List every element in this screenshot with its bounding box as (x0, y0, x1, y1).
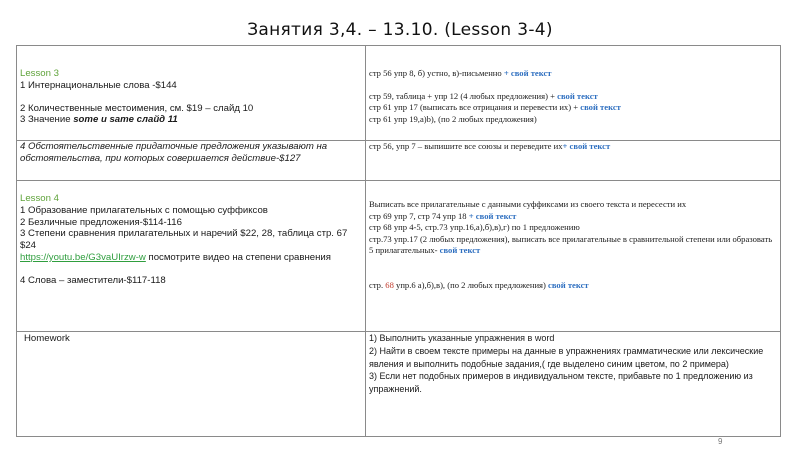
page-number: 9 (718, 437, 723, 446)
lesson-4-exercise-b (369, 211, 777, 223)
lesson-4-topic-3-page: $24 (20, 240, 37, 252)
own-text-marker: свой текст (548, 279, 589, 290)
exercise-text: стр.73 упр.17 (2 любых предложения), выписать все прилагательные в сравнительной степени или образовать 5 прилагательных- (369, 233, 773, 256)
own-text-marker: + свой текст (503, 68, 552, 78)
table-row-homework (17, 332, 781, 437)
lesson-table (16, 45, 781, 437)
highlighted-page-number: 68 (385, 279, 394, 290)
exercise-text: стр. (369, 279, 386, 290)
lesson-3-topic-3-emphasis: some и same слайд 11 (73, 114, 178, 126)
lesson-3-exercise-b (369, 91, 777, 103)
lesson-3-exercise-a (369, 68, 777, 80)
lesson-3-topic-2: 2 Количественные местоимения, см. $19 – слайд 10 (20, 102, 254, 114)
own-text-marker: + свой текст (562, 141, 611, 151)
video-link-note: посмотрите видео на степени сравнения (145, 251, 331, 263)
table-row-lesson-3 (17, 46, 781, 141)
exercise-text: стр 56, упр 7 – выпишите все союзы и переведите их (369, 141, 563, 151)
lesson-3-heading: Lesson 3 (20, 68, 59, 79)
table-row-clauses (17, 141, 781, 181)
exercise-text: стр 61 упр 17 (выписать все отрицания и перевести их) + (369, 102, 581, 113)
lesson-4-exercise-c: стр 68 упр 4-5, стр.73 упр.16,а),б),в),г) по 1 предложению (369, 222, 580, 233)
homework-label-cell (17, 332, 366, 437)
page-title: Занятия 3,4. – 13.10. (Lesson 3-4) (247, 20, 553, 40)
lesson-3-exercises-cell (366, 46, 781, 141)
lesson-3-topic-1: 1 Интернациональные слова -$144 (20, 79, 177, 91)
lesson-3-topic-3 (20, 114, 362, 126)
homework-task-1: 1) Выполнить указанные упражнения в word (369, 333, 555, 343)
own-text-marker: свой текст (557, 90, 598, 101)
lesson-4-topic-4: 4 Слова – заместители-$117-118 (20, 274, 166, 286)
table-row-lesson-4 (17, 181, 781, 332)
own-text-marker: + свой текст (468, 210, 517, 221)
lesson-4-exercise-e (369, 280, 777, 292)
clauses-topic-cell (17, 141, 366, 181)
homework-label: Homework (24, 333, 70, 344)
homework-tasks-cell (366, 332, 781, 437)
lesson-4-topic-2: 2 Безличные предложения-$114-116 (20, 216, 182, 228)
lesson-3-exercise-d: стр 61 упр 19,а)b), (по 2 любых предложения) (369, 113, 537, 124)
lesson-3-topics-cell (17, 46, 366, 141)
lesson-3-topic-3-prefix: 3 Значение (20, 114, 74, 126)
video-link[interactable]: https://youtu.be/G3vaUIrzw-w (20, 251, 146, 263)
own-text-marker: свой текст (439, 245, 481, 256)
lesson-4-exercises-cell (366, 181, 781, 332)
clauses-topic: 4 Обстоятельственные придаточные предложения указывают на обстоятельства, при которых совершается действие-$127 (20, 141, 328, 164)
lesson-4-exercise-d (369, 234, 777, 257)
clauses-exercise (369, 141, 777, 153)
lesson-4-topics-cell (17, 181, 366, 332)
clauses-exercise-cell (366, 141, 781, 181)
exercise-text: стр 59, таблица + упр 12 (4 любых предложения) + (369, 90, 558, 101)
lesson-4-topic-3: 3 Степени сравнения прилагательных и наречий $22, 28, таблица стр. 67 (20, 228, 348, 240)
lesson-4-heading: Lesson 4 (20, 193, 59, 204)
lesson-4-video-line (20, 252, 362, 264)
own-text-marker: свой текст (580, 102, 621, 113)
lesson-3-exercise-c (369, 102, 777, 114)
exercise-text: стр 56 упр 8, б) устно, в)-письменно (369, 68, 502, 78)
exercise-text: стр 69 упр 7, стр 74 упр 18 (369, 210, 469, 221)
homework-task-3: 3) Если нет подобных примеров в индивидуальном тексте, прибавьте по 1 предложению из упражнений. (369, 371, 753, 395)
lesson-4-topic-1: 1 Образование прилагательных с помощью суффиксов (20, 204, 268, 216)
lesson-4-exercise-a: Выписать все прилагательные с данными суффиксами из своего текста и пересести их (369, 199, 687, 209)
exercise-text: упр.6 а),б),в), (по 2 любых предложения) (393, 279, 549, 290)
homework-task-2: 2) Найти в своем тексте примеры на данные в упражнениях грамматические или лексические явления и выполнить подобные задания,( где выделено синим цветом, по 2 примера) (369, 345, 764, 369)
